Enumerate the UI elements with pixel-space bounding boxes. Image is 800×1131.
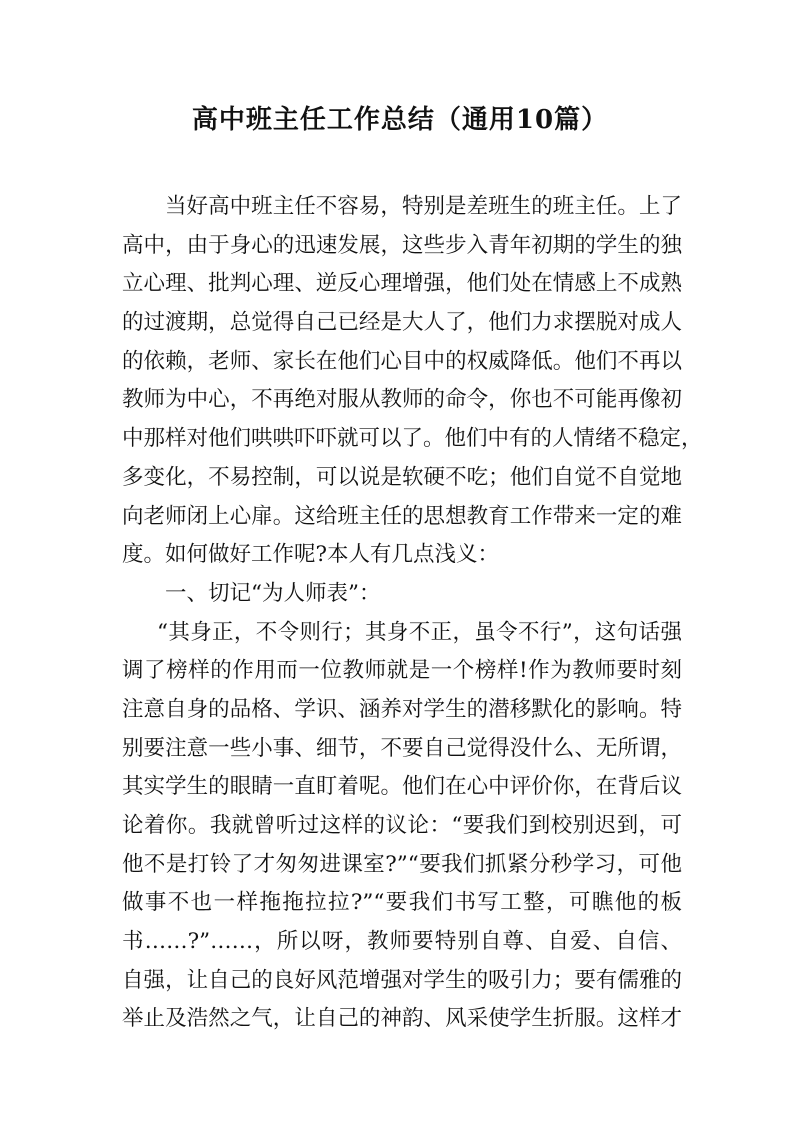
paragraph-line: 其实学生的眼睛一直盯着呢。他们在心中评价你，在背后议 bbox=[122, 774, 682, 800]
paragraph-line: 高中，由于身心的迅速发展，这些步入青年初期的学生的独 bbox=[122, 232, 682, 258]
paragraph-line: 做事不也一样拖拖拉拉?”“要我们书写工整，可瞧他的板 bbox=[122, 890, 682, 916]
paragraph-line: 多变化，不易控制，可以说是软硬不吃；他们自觉不自觉地 bbox=[122, 464, 682, 490]
paragraph-line: 中那样对他们哄哄吓吓就可以了。他们中有的人情绪不稳定， bbox=[122, 426, 703, 452]
paragraph-line: “其身正，不令则行；其身不正，虽令不行”，这句话强 bbox=[157, 619, 682, 645]
paragraph-line: 向老师闭上心扉。这给班主任的思想教育工作带来一定的难 bbox=[122, 503, 682, 529]
paragraph-line: 自强，让自己的良好风范增强对学生的吸引力；要有儒雅的 bbox=[122, 967, 682, 993]
paragraph-line: 别要注意一些小事、细节，不要自己觉得没什么、无所谓， bbox=[122, 735, 682, 761]
paragraph-line: 举止及浩然之气，让自己的神韵、风采使学生折服。这样才 bbox=[122, 1006, 682, 1032]
paragraph-line: 注意自身的品格、学识、涵养对学生的潜移默化的影响。特 bbox=[122, 696, 682, 722]
document-body bbox=[122, 188, 703, 1039]
paragraph-line: 他不是打铃了才匆匆进课室?”“要我们抓紧分秒学习，可他 bbox=[122, 851, 682, 877]
paragraph-line: 书……?”……，所以呀，教师要特别自尊、自爱、自信、 bbox=[122, 929, 682, 955]
document-title: 高中班主任工作总结（通用10篇） bbox=[191, 105, 609, 135]
paragraph-line: 的依赖，老师、家长在他们心目中的权威降低。他们不再以 bbox=[122, 348, 682, 374]
paragraph-line: 立心理、批判心理、逆反心理增强，他们处在情感上不成熟 bbox=[122, 271, 682, 297]
paragraph-line: 当好高中班主任不容易，特别是差班生的班主任。上了 bbox=[165, 194, 682, 219]
paragraph-line: 调了榜样的作用而一位教师就是一个榜样!作为教师要时刻 bbox=[122, 658, 682, 684]
paragraph-line: 教师为中心，不再绝对服从教师的命令，你也不可能再像初 bbox=[122, 387, 682, 413]
paragraph-line: 度。如何做好工作呢?本人有几点浅义： bbox=[122, 542, 500, 568]
paragraph-line: 论着你。我就曾听过这样的议论：“要我们到校别迟到，可 bbox=[122, 813, 682, 838]
paragraph-line: 的过渡期，总觉得自己已经是大人了，他们力求摆脱对成人 bbox=[122, 310, 682, 336]
section-heading: 一、切记“为人师表”： bbox=[165, 580, 381, 606]
